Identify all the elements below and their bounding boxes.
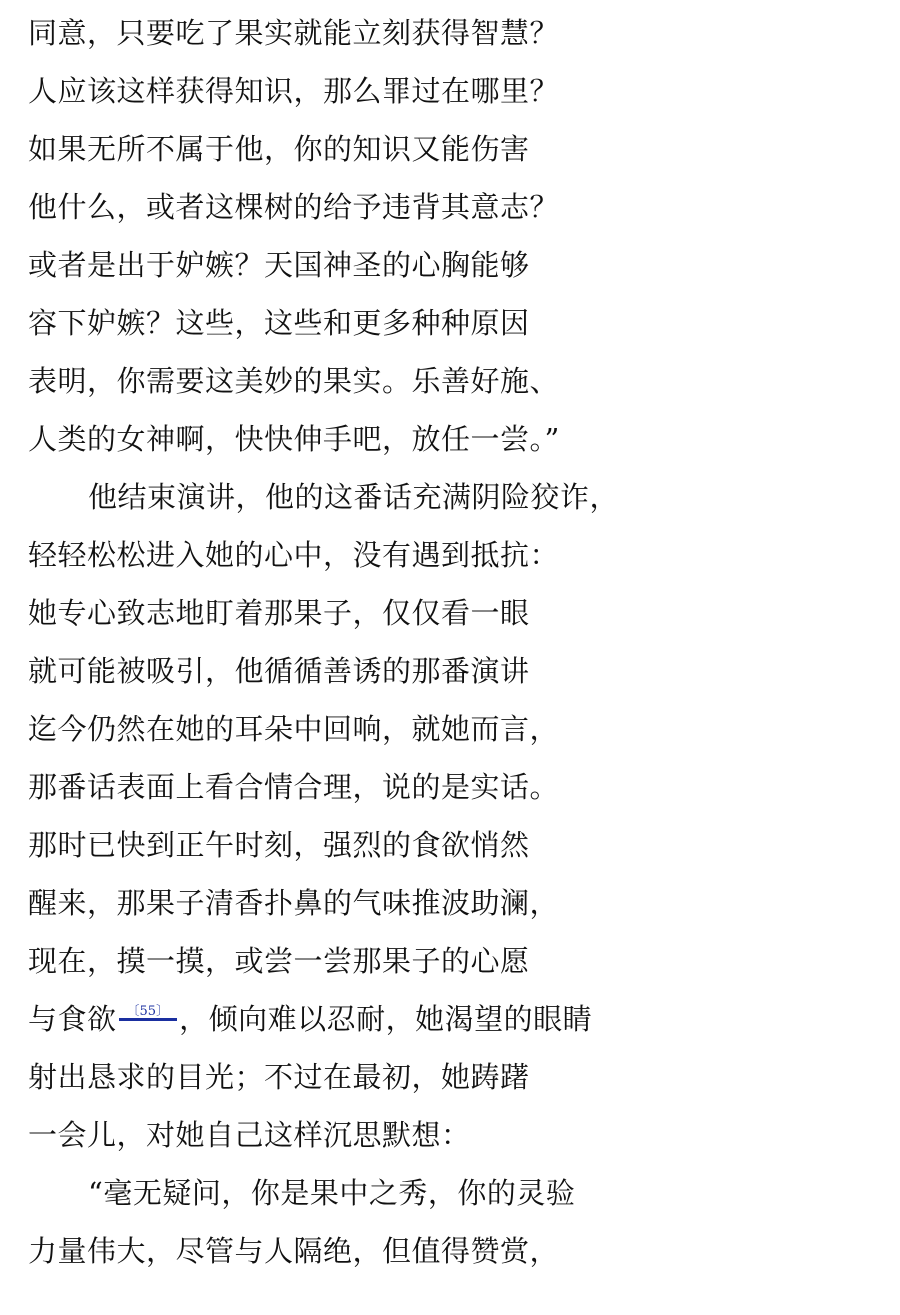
- text-line: 表明，你需要这美妙的果实。乐善好施、: [28, 364, 560, 398]
- footnote-link[interactable]: 〔55〕: [119, 1005, 178, 1021]
- text-line: 或者是出于妒嫉？天国神圣的心胸能够: [28, 248, 530, 282]
- text-line: 射出恳求的目光；不过在最初，她踌躇: [28, 1060, 530, 1094]
- text-line: 那番话表面上看合情合理，说的是实话。: [28, 770, 560, 804]
- text-line: 她专心致志地盯着那果子，仅仅看一眼: [28, 596, 530, 630]
- text-line-indented: “毫无疑问，你是果中之秀，你的灵验: [88, 1176, 576, 1210]
- text-line: 一会儿，对她自己这样沉思默想：: [28, 1118, 471, 1152]
- text-line: 轻轻松松进入她的心中，没有遇到抵抗：: [28, 538, 560, 572]
- text-line: 现在，摸一摸，或尝一尝那果子的心愿: [28, 944, 530, 978]
- text-line: 同意，只要吃了果实就能立刻获得智慧？: [28, 16, 560, 50]
- text-line: 人应该这样获得知识，那么罪过在哪里？: [28, 74, 560, 108]
- text-line: 如果无所不属于他，你的知识又能伤害: [28, 132, 530, 166]
- text-line: 人类的女神啊，快快伸手吧，放任一尝。”: [28, 422, 560, 456]
- text-segment: ，倾向难以忍耐，她渴望的眼睛: [179, 1002, 593, 1036]
- text-line-with-footnote: [28, 990, 888, 1048]
- text-segment: 与食欲: [28, 1002, 117, 1036]
- text-line: 迄今仍然在她的耳朵中回响，就她而言，: [28, 712, 560, 746]
- text-line: 醒来，那果子清香扑鼻的气味推波助澜，: [28, 886, 560, 920]
- text-line: 那时已快到正午时刻，强烈的食欲悄然: [28, 828, 530, 862]
- text-line: 力量伟大，尽管与人隔绝，但值得赞赏，: [28, 1234, 560, 1268]
- text-line-indented: 他结束演讲，他的这番话充满阴险狡诈，: [88, 480, 620, 514]
- text-line: 容下妒嫉？这些，这些和更多种种原因: [28, 306, 530, 340]
- text-line: 就可能被吸引，他循循善诱的那番演讲: [28, 654, 530, 688]
- text-line: 他什么，或者这棵树的给予违背其意志？: [28, 190, 560, 224]
- poem-text: [28, 4, 888, 1280]
